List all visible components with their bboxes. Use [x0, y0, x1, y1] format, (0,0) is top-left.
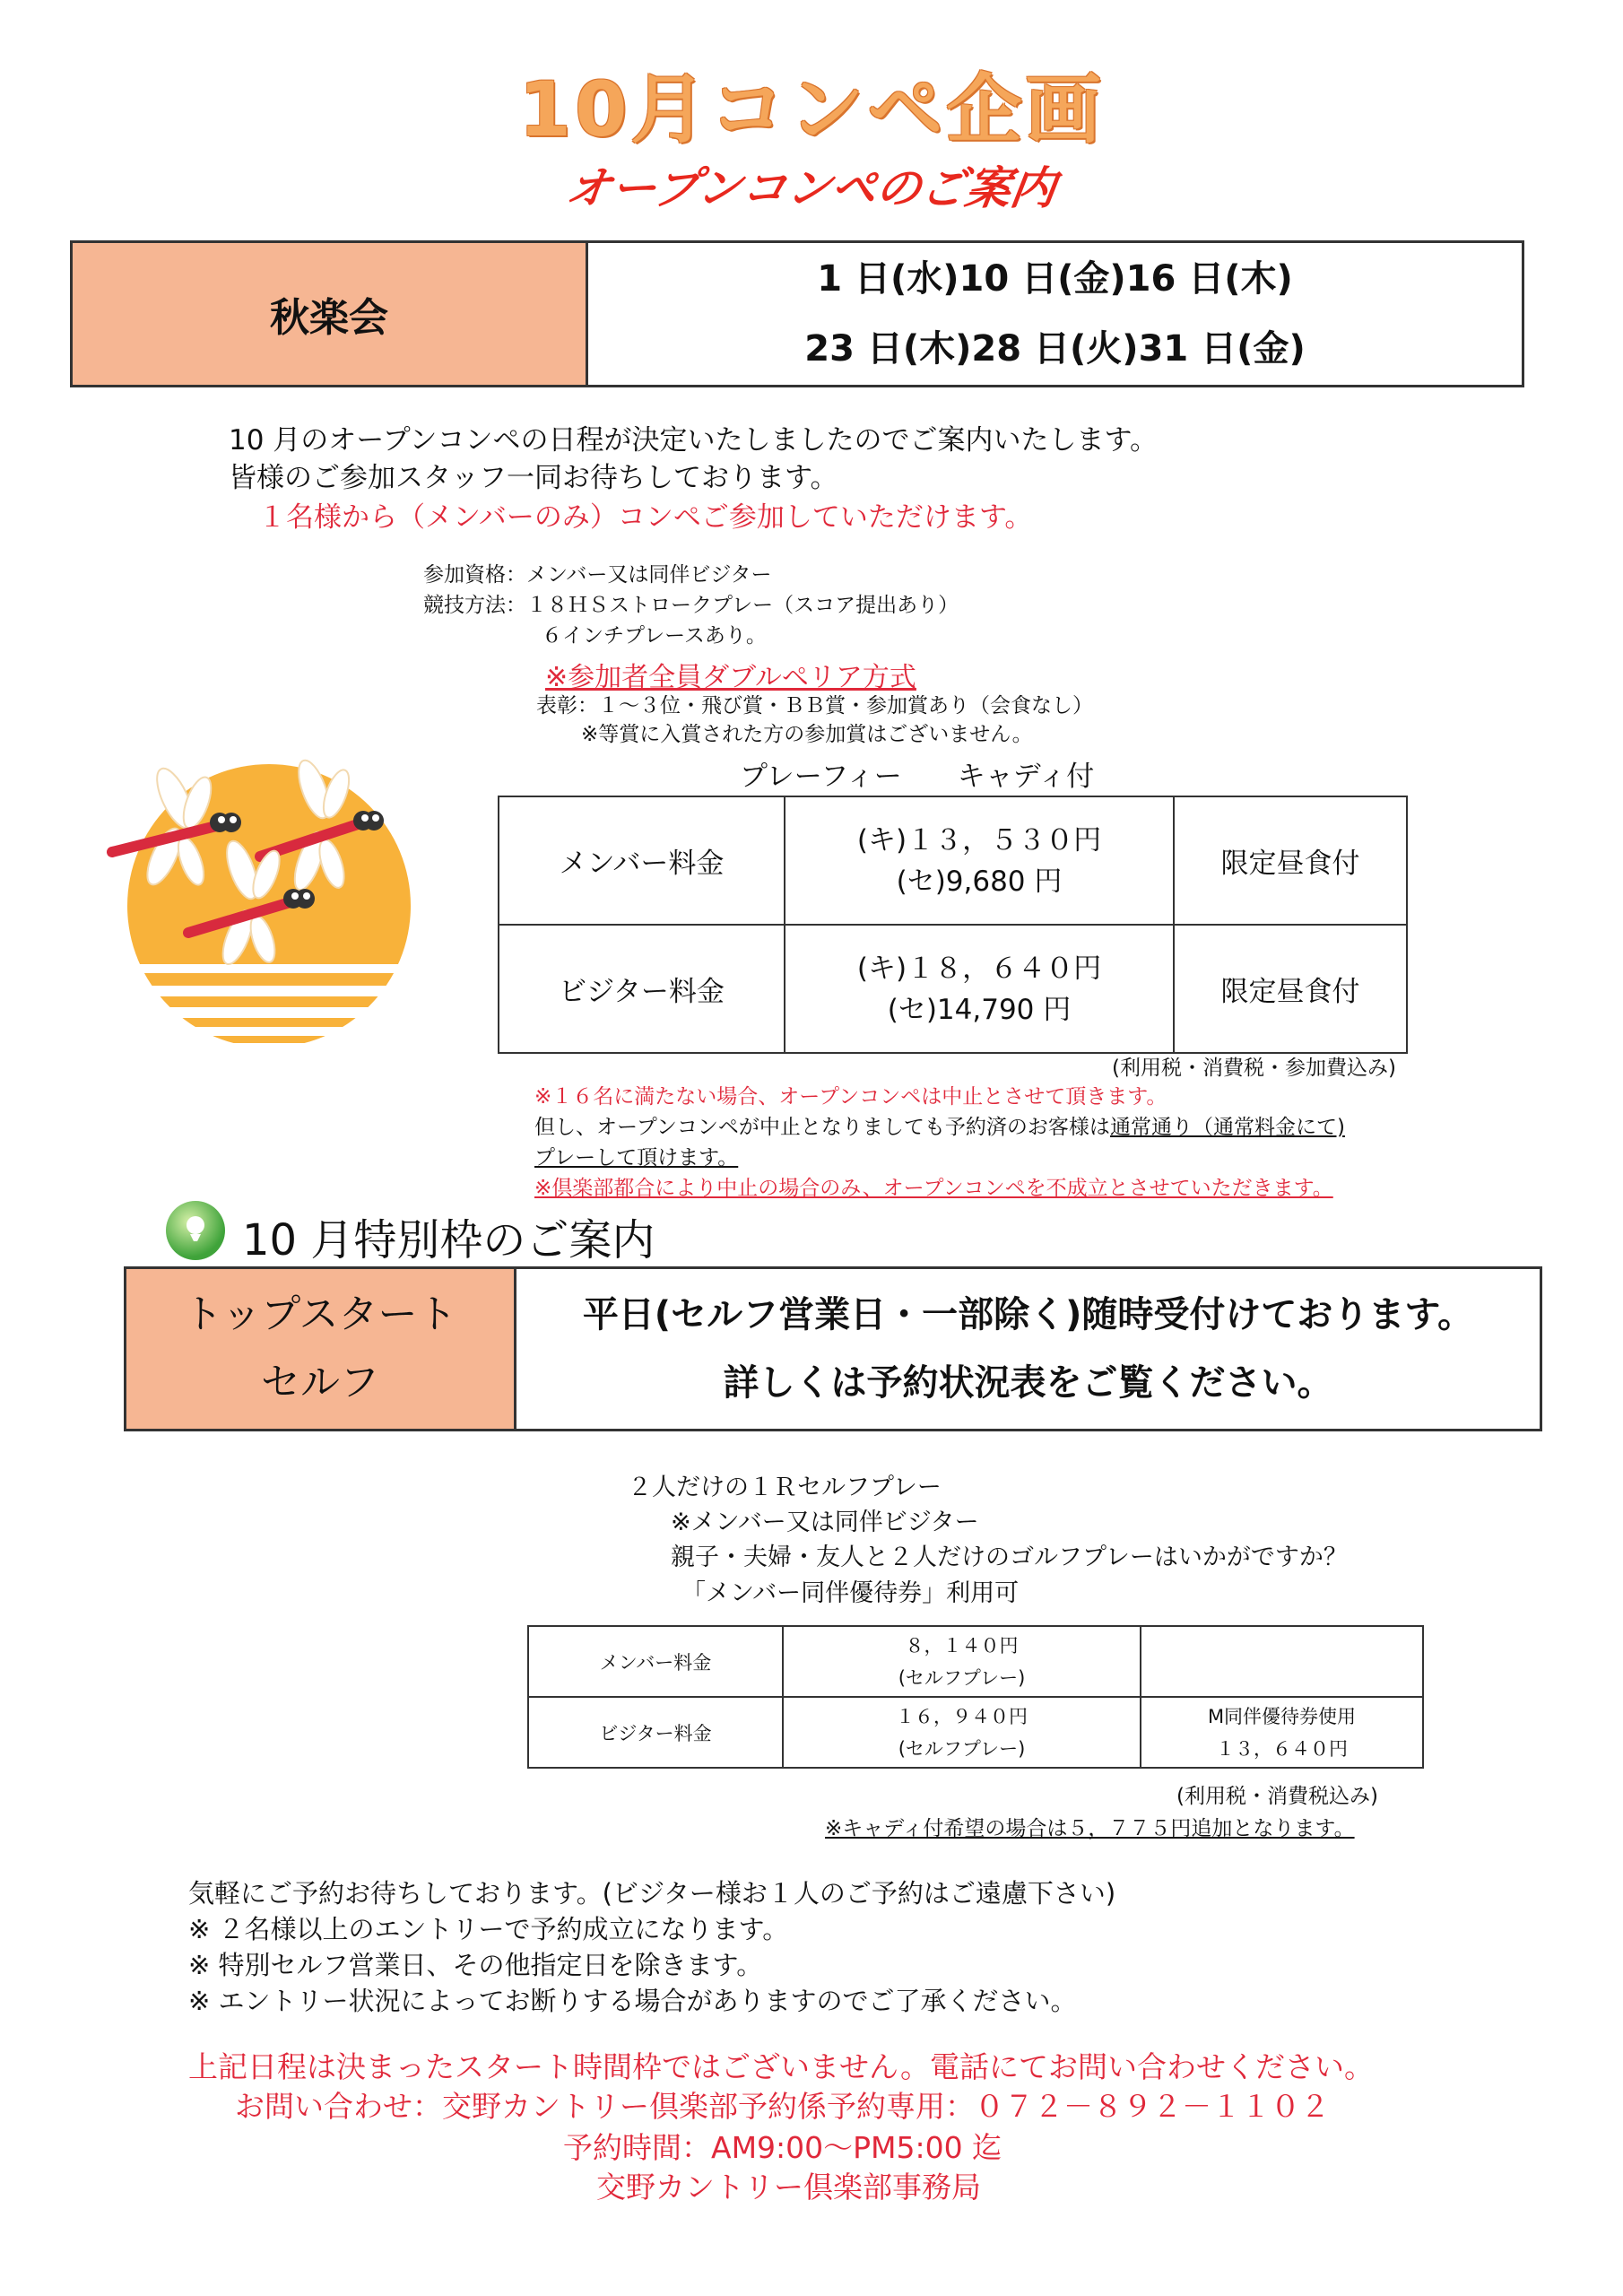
golf-ball-icon: [154, 1198, 240, 1263]
event-name-cell: [72, 242, 587, 387]
rule-method2: ６インチプレースあり。: [542, 624, 767, 648]
special-box: [124, 1266, 1542, 1431]
cancel-note2a: 但し、オープンコンペが中止となりましても予約済のお客様は: [534, 1116, 1110, 1139]
fee-visitor-price2: (セ)14,790 円: [887, 993, 1072, 1026]
self-visitor-price: １６，９４０円: [896, 1705, 1028, 1727]
self-member-label: メンバー料金: [528, 1626, 783, 1697]
special-info1: 平日(セルフ営業日・一部除く)随時受付けております。: [582, 1294, 1474, 1335]
contact-line1: 上記日程は決まったスタート時間枠ではございません。電話にてお問い合わせください。: [188, 2049, 1374, 2084]
table-row: [499, 796, 1407, 925]
table-row: [528, 1697, 1423, 1768]
table-row: [499, 925, 1407, 1053]
intro-line1: 10 月のオープンコンペの日程が決定いたしましたのでご案内いたします。: [229, 424, 1159, 457]
rule-awards-note: ※等賞に入賞された方の参加賞はございません。: [581, 723, 1033, 746]
contact-line4: 交野カントリー倶楽部事務局: [596, 2170, 981, 2205]
self-line4: 「メンバー同伴優待券」利用可: [681, 1579, 1020, 1607]
table-row: [528, 1626, 1423, 1697]
footer-line4: ※ エントリー状況によってお断りする場合がありますのでご了承ください。: [188, 1986, 1077, 2016]
rule-awards: 表彰：１～３位・飛び賞・ＢＢ賞・参加賞あり（会食なし）: [536, 694, 1093, 718]
fee-member-price-cell: [785, 796, 1174, 925]
special-label1: トップスタート: [183, 1292, 457, 1337]
self-visitor-label: ビジター料金: [528, 1697, 783, 1768]
self-member-extra: [1141, 1626, 1423, 1697]
self-visitor-extra: [1141, 1697, 1423, 1768]
cancel-note3: プレーして頂けます。: [534, 1146, 739, 1170]
self-table: [527, 1625, 1424, 1769]
fee-member-price1: (キ)１３，５３０円: [856, 823, 1102, 857]
self-caddie-note: ※キャディ付希望の場合は５，７７５円追加となります。: [825, 1817, 1355, 1840]
rule-method1: 競技方法：１８ＨＳストロークプレー（スコア提出あり）: [423, 594, 959, 617]
dragonfly-sun-illustration: [94, 749, 453, 1054]
special-label-cell: [126, 1268, 516, 1431]
self-tax-note: (利用税・消費税込み): [1176, 1785, 1378, 1808]
footer-line1: 気軽にご予約お待ちしております。(ビジター様お１人のご予約はご遠慮下さい): [188, 1878, 1116, 1909]
fee-visitor-label: ビジター料金: [499, 925, 785, 1053]
fee-visitor-price-cell: [785, 925, 1174, 1053]
event-name: 秋楽会: [270, 295, 388, 341]
special-info-cell: [516, 1268, 1541, 1431]
self-member-price: ８，１４０円: [905, 1634, 1019, 1657]
self-visitor-extra1: M同伴優待券使用: [1207, 1705, 1357, 1727]
cancel-note4: ※倶楽部都合により中止の場合のみ、オープンコンペを不成立とさせていただきます。: [534, 1177, 1333, 1200]
fee-visitor-price1: (キ)１８，６４０円: [856, 952, 1102, 985]
contact-line3: 予約時間：AM9:00～PM5:00 迄: [563, 2130, 1002, 2165]
self-visitor-price-cell: [783, 1697, 1141, 1768]
event-dates-line1: 1 日(水)10 日(金)16 日(木): [817, 258, 1293, 300]
cancel-note2: [534, 1118, 1345, 1138]
footer-line3: ※ 特別セルフ営業日、その他指定日を除きます。: [188, 1950, 763, 1980]
fee-visitor-extra: 限定昼食付: [1174, 925, 1407, 1053]
fee-table-header: プレーフィー キャディ付: [740, 761, 1095, 793]
self-line2: ※メンバー又は同伴ビジター: [671, 1509, 979, 1536]
contact-line2: お問い合わせ：交野カントリー倶楽部予約係予約専用：０７２－８９２－１１０２: [235, 2089, 1330, 2124]
self-visitor-extra2: １３，６４０円: [1216, 1737, 1348, 1760]
event-box: [70, 240, 1524, 387]
fee-member-price2: (セ)9,680 円: [896, 865, 1063, 898]
page-subtitle: オープンコンペのご案内: [562, 162, 1060, 214]
event-dates-line2: 23 日(木)28 日(火)31 日(金): [804, 328, 1306, 370]
self-visitor-note: (セルフプレー): [898, 1737, 1026, 1760]
rule-eligibility: 参加資格：メンバー又は同伴ビジター: [423, 563, 772, 587]
self-member-price-cell: [783, 1626, 1141, 1697]
fee-tax-note: (利用税・消費税・参加費込み): [1112, 1057, 1396, 1080]
self-member-note: (セルフプレー): [898, 1666, 1026, 1689]
cancel-note1: ※１６名に満たない場合、オープンコンペは中止とさせて頂きます。: [534, 1085, 1167, 1109]
self-line1: ２人だけの１Ｒセルフプレー: [628, 1474, 942, 1501]
page-title: 10月コンペ企画: [518, 65, 1105, 153]
rule-peoria: ※参加者全員ダブルペリア方式: [545, 662, 916, 693]
intro-line2: 皆様のご参加スタッフ一同お待ちしております。: [229, 462, 838, 494]
special-heading: 10 月特別枠のご案内: [242, 1215, 655, 1265]
fee-table: [498, 796, 1408, 1054]
special-info2: 詳しくは予約状況表をご覧ください。: [723, 1362, 1333, 1404]
fee-member-extra: 限定昼食付: [1174, 796, 1407, 925]
cancel-note2b: 通常通り（通常料金にて): [1109, 1116, 1345, 1139]
footer-line2: ※ ２名様以上のエントリーで予約成立になります。: [188, 1914, 789, 1944]
intro-line3: １名様から（メンバーのみ）コンペご参加していただけます。: [258, 501, 1033, 534]
fee-member-label: メンバー料金: [499, 796, 785, 925]
event-dates-cell: [587, 242, 1523, 387]
self-line3: 親子・夫婦・友人と２人だけのゴルフプレーはいかがですか？: [671, 1544, 1348, 1571]
special-label2: セルフ: [261, 1360, 379, 1405]
